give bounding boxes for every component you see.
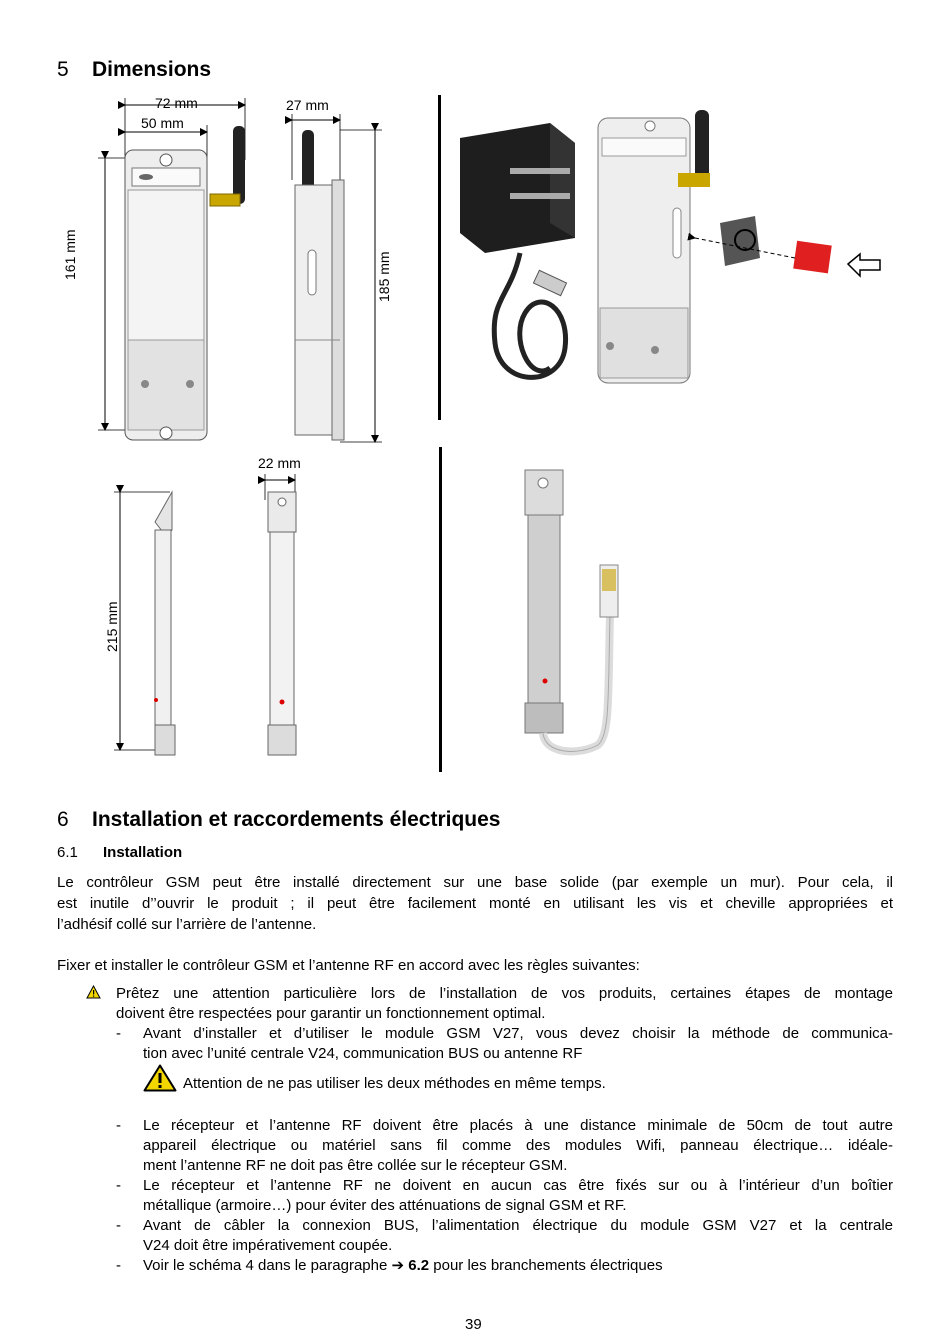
list-dash: - [116, 1117, 121, 1134]
warning-line: Prêtez une attention particulière lors de l’installation de vos produits, certaines étapes de montage [116, 985, 893, 1002]
section-number: 5 [57, 58, 69, 81]
divider-vertical [439, 447, 442, 772]
list-item-line: Le récepteur et l’antenne RF doivent être placés à une distance minimale de 50cm de tout autre [143, 1117, 893, 1134]
list-item-text: Voir le schéma 4 dans le paragraphe [143, 1257, 388, 1274]
list-item [143, 1116, 893, 1176]
dimension-72mm: 72 mm [155, 95, 198, 111]
list-item-line: appareil électrique ou matériel sans fil comme des modules Wifi, panneau électrique… idéale- [143, 1137, 893, 1154]
list-item-line: Le récepteur et l’antenne RF ne doivent en aucun cas être fixés sur ou à l’intérieur d’un boîtier [143, 1177, 893, 1194]
list-item-line: tion avec l’unité centrale V24, communication BUS ou antenne RF [143, 1045, 583, 1062]
rf-antenna-cable-illustration [510, 465, 650, 765]
list-dash: - [116, 1257, 121, 1274]
list-item-line: Avant de câbler la connexion BUS, l’alimentation électrique du module GSM V27 et la centrale [143, 1217, 893, 1234]
warning-triangle-icon [86, 985, 101, 999]
section-title: Dimensions [92, 58, 212, 81]
section-title: Installation et raccordements électriques [92, 808, 501, 831]
list-item [143, 1216, 893, 1256]
paragraph-line: l’adhésif collé sur l’arrière de l’antenne. [57, 916, 317, 933]
paragraph [57, 872, 893, 935]
gsm-module-dimension-drawing [70, 90, 420, 450]
warning-triangle-large-icon [143, 1064, 177, 1092]
paragraph-line: est inutile d’’ouvrir le produit ; il peut être facilement monté en utilisant les vis et cheville appropriées et [57, 895, 893, 912]
page-number: 39 [465, 1316, 482, 1333]
list-item [143, 1176, 893, 1216]
warning-text [116, 984, 893, 1024]
dimension-215mm: 215 mm [104, 601, 120, 652]
list-dash: - [116, 1025, 121, 1042]
section-number: 6 [57, 808, 69, 831]
subsection-title: Installation [103, 844, 183, 861]
list-item-line: Avant d’installer et d’utiliser le module GSM V27, vous devez choisir la méthode de communica- [143, 1025, 893, 1042]
section-reference-link[interactable]: 6.2 [408, 1257, 430, 1274]
list-item-line: ment l’antenne RF ne doit pas être collée sur le récepteur GSM. [143, 1157, 568, 1174]
list-item-line: métallique (armoire…) pour éviter des atténuations de signal GSM et RF. [143, 1197, 627, 1214]
list-item-line: V24 doit être impérativement coupée. [143, 1237, 393, 1254]
paragraph: Fixer et installer le contrôleur GSM et l’antenne RF en accord avec les règles suivantes: [57, 957, 640, 974]
attention-text: Attention de ne pas utiliser les deux méthodes en même temps. [183, 1075, 606, 1092]
warning-line: doivent être respectées pour garantir un fonctionnement optimal. [116, 1005, 546, 1022]
list-item [143, 1024, 893, 1064]
dimension-161mm: 161 mm [62, 229, 78, 280]
list-item-text: pour les branchements électriques [433, 1257, 663, 1274]
subsection-number: 6.1 [57, 844, 78, 861]
power-adapter-and-module-illustration [450, 98, 890, 398]
dimension-50mm: 50 mm [141, 115, 184, 131]
arrow-right-icon: ➔ [391, 1257, 405, 1274]
rf-antenna-dimension-drawing [100, 470, 330, 770]
dimension-27mm: 27 mm [286, 97, 329, 113]
list-dash: - [116, 1217, 121, 1234]
list-item [143, 1256, 893, 1276]
list-dash: - [116, 1177, 121, 1194]
divider-vertical [438, 95, 441, 420]
dimension-185mm: 185 mm [376, 251, 392, 302]
paragraph-line: Le contrôleur GSM peut être installé directement sur une base solide (par exemple un mur). Pour cela, il [57, 874, 893, 891]
dimension-22mm: 22 mm [258, 455, 301, 471]
